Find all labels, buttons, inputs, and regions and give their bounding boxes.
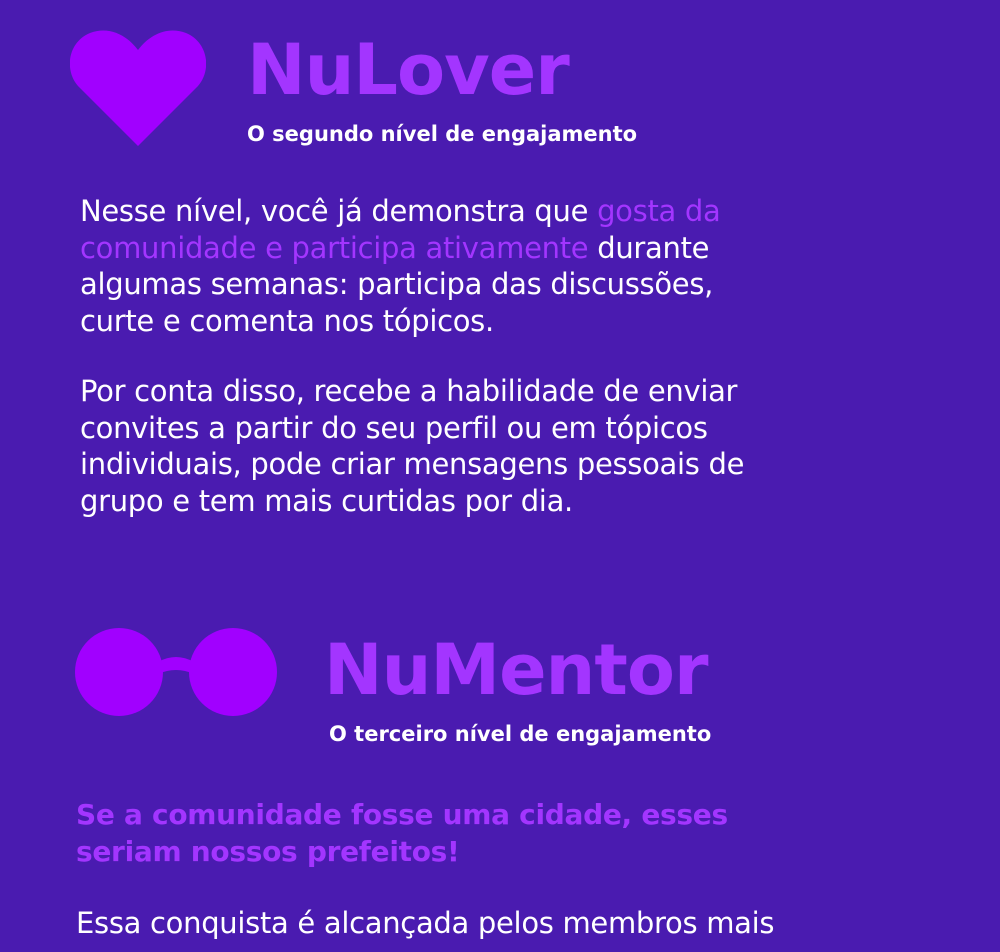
heart-icon	[70, 28, 206, 148]
numentor-title: NuMentor	[324, 629, 708, 711]
paragraph-line	[80, 193, 720, 230]
text-segment: Nesse nível, você já demonstra que	[80, 194, 598, 228]
paragraph-line: grupo e tem mais curtidas por dia.	[80, 483, 573, 518]
nulover-paragraph-1	[80, 193, 720, 339]
numentor-paragraph-1	[76, 905, 774, 942]
paragraph-line: curte e comenta nos tópicos.	[80, 303, 494, 338]
highlight-line: Se a comunidade fosse uma cidade, esses	[76, 798, 728, 831]
paragraph-line	[80, 230, 720, 267]
highlight-text: comunidade e participa ativamente	[80, 230, 589, 265]
highlight-text: gosta da	[597, 194, 721, 228]
paragraph-line: Essa conquista é alcançada pelos membros mais	[76, 906, 775, 940]
nulover-subtitle: O segundo nível de engajamento	[247, 122, 638, 146]
glasses-icon	[74, 626, 278, 718]
numentor-subtitle: O terceiro nível de engajamento	[329, 722, 712, 746]
paragraph-line: convites a partir do seu perfil ou em tópicos	[80, 410, 708, 445]
numentor-highlight	[76, 797, 728, 870]
nulover-title: NuLover	[247, 29, 569, 111]
paragraph-line: individuais, pode criar mensagens pessoais de	[80, 447, 745, 481]
paragraph-line: algumas semanas: participa das discussões,	[80, 267, 714, 301]
text-segment: durante	[588, 230, 710, 265]
highlight-line: seriam nossos prefeitos!	[76, 834, 460, 868]
paragraph-line: Por conta disso, recebe a habilidade de enviar	[80, 374, 738, 408]
nulover-paragraph-2	[80, 373, 744, 519]
